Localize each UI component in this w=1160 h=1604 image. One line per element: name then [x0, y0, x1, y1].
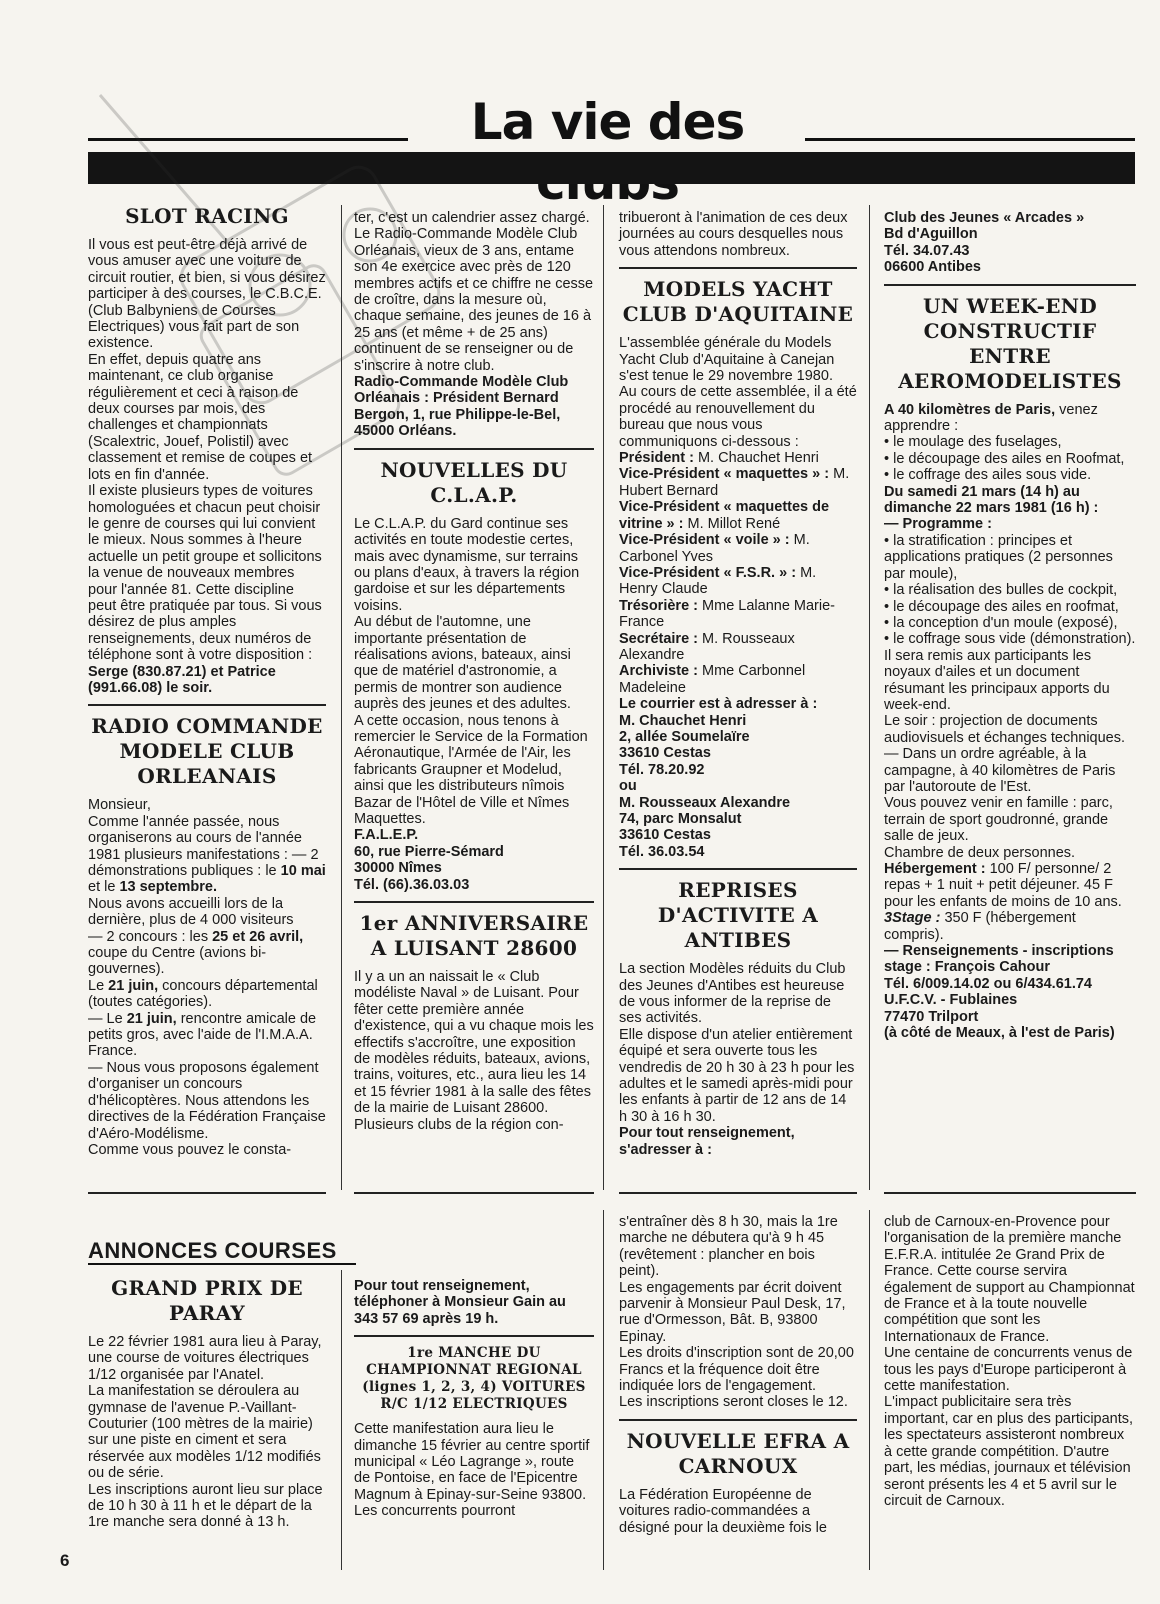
paragraph: En effet, depuis quatre ans maintenant, ce club organise régulièrement et ceci à raison de deux courses par mois, des challenges et championnats (Scalextric, Jouef, Polistil) avec classement et remise de coupes et lots en fin d'année. [88, 351, 313, 483]
column-4 [884, 210, 1136, 1041]
section-rule [354, 448, 594, 450]
contact-phones: Serge (830.87.21) et Patrice (991.66.08) le soir. [88, 663, 276, 696]
paragraph: Les inscriptions auront lieu sur place de 10 h 30 à 11 h et le départ de la 1re manche sera donné à 13 h. [88, 1481, 323, 1531]
text: Comme l'année passée, nous organiserons au cours de l'année 1981 plusieurs manifestations : — 2 démonstrations publiques : le [88, 813, 319, 879]
paragraph: Il y a un an naissait le « Club modéliste Naval » de Luisant. Pour fêter cette première année d'existence, qui a vu chaque mois les effectifs s'accroître, une exposition de modèles réduits, bateaux, avions, trains, voitures, etc., aura lieu les 14 et 15 février 1981 à la salle des fêtes de la mairie de Luisant 28600. [354, 969, 594, 1117]
address-line: 30000 Nîmes [354, 860, 442, 877]
address-line: M. Chauchet Henri [619, 712, 747, 729]
paragraph: Comme vous pouvez le consta- [88, 1141, 292, 1158]
paragraph: Le C.L.A.P. du Gard continue ses activités en toute modestie certes, mais avec dynamisme, sur terrains ou plans d'eaux, à travers la région gardoise et sur les départements voisins. [354, 515, 580, 614]
paragraph: Au cours de cette assemblée, il a été procédé au renouvellement du bureau que nous vous communiquons ci-dessous : [619, 384, 857, 450]
board-member-name: M. Millot René [687, 515, 781, 532]
bottom-column-2 [354, 1278, 594, 1520]
article-title-grand-prix-paray: GRAND PRIX DE PARAY [111, 1276, 303, 1325]
address-line: 77470 Trilport [884, 1008, 979, 1025]
page-number: 6 [60, 1551, 70, 1570]
section-rule [884, 284, 1136, 286]
paragraph: Chambre de deux personnes. [884, 844, 1076, 861]
club-address: Radio-Commande Modèle Club Orléanais : Président Bernard Bergon, 1, rue Philippe-le-Bel, 45000 Orléans. [354, 374, 569, 440]
paragraph: L'assemblée générale du Models Yacht Club d'Aquitaine à Canejan s'est tenue le 29 novembre 1980. [619, 335, 835, 385]
section-heading-annonces-courses: ANNONCES COURSES [88, 1238, 337, 1263]
text: rencontre amicale de petits gros, avec l'aide de l'I.M.A.A. France. [88, 1010, 317, 1060]
board-members-list [619, 450, 857, 696]
paragraph [88, 1011, 326, 1060]
paragraph: Elle dispose d'un atelier entièrement équipé et sera ouverte tous les vendredis de 20 h 30 à 23 h pour les adultes et le samedi après-midi pour les enfants à partir de 12 ans de 14 h 30 à 16 h 30. [619, 1026, 855, 1125]
address-line: Tél. 78.20.92 [619, 761, 705, 778]
board-role: Président : [619, 450, 694, 467]
board-role: Vice-Président « voile » : [619, 532, 790, 549]
board-member-name: Mme Carbonnel Madeleine [619, 663, 806, 696]
paragraph: Le 22 février 1981 aura lieu à Paray, une course de voitures électriques 1/12 organisée par l'Anatel. [88, 1334, 322, 1383]
text: Le [88, 977, 105, 994]
paragraph: Les inscriptions seront closes le 12. [619, 1394, 848, 1411]
board-member [619, 598, 857, 631]
board-member-name: M. Rousseaux Alexandre [619, 630, 795, 663]
board-role: Vice-Président « maquettes » : [619, 466, 830, 483]
board-role: Archiviste : [619, 663, 698, 680]
list-item: • le moulage des fuselages, [884, 434, 1062, 451]
paragraph [884, 861, 1136, 910]
address-line: 60, rue Pierre-Sémard [354, 843, 504, 860]
or-separator: ou [619, 778, 637, 795]
paragraph: Vous pouvez venir en famille : parc, terrain de sport goudronné, grande salle de jeux. [884, 795, 1113, 845]
date: 10 mai [280, 863, 326, 879]
date: 13 septembre. [119, 879, 217, 896]
list-item: • la conception d'un moule (exposé), [884, 614, 1118, 631]
column-divider [603, 205, 604, 1190]
text: 100 F/ personne/ 2 repas + 1 nuit + petit déjeuner. 45 F pour les enfants de moins de 10 ans. [884, 861, 1122, 910]
board-role: Secrétaire : [619, 630, 698, 647]
paragraph: L'impact publicitaire sera très important, car en plus des participants, les spectateurs assisteront nombreux à cette grande compétition. D'autre part, les médias, journaux et télévision seront présents les 4 et 5 avril sur le circuit de Carnoux. [884, 1394, 1134, 1509]
paragraph: Monsieur, [88, 797, 151, 814]
paragraph: Pour tout renseignement, s'adresser à : [619, 1125, 795, 1158]
address-line: 06600 Antibes [884, 259, 981, 276]
address-line: 74, parc Monsalut [619, 811, 742, 827]
header-rule-right [805, 138, 1135, 141]
board-member [619, 466, 857, 499]
paragraph: Nous avons accueilli lors de la dernière, plus de 4 000 visiteurs [88, 895, 294, 929]
paragraph: s'entraîner dès 8 h 30, mais la 1re marche ne débutera qu'à 9 h 45 (revêtement : plancher en bois peint). [619, 1214, 838, 1280]
address-line: M. Rousseaux Alexandre [619, 794, 791, 811]
paragraph: Le soir : projection de documents audiovisuels et échanges techniques. [884, 713, 1126, 746]
board-role: Trésorière : [619, 597, 698, 614]
column-divider [341, 1270, 342, 1570]
column-1 [88, 200, 326, 1158]
paragraph: tribueront à l'animation de ces deux journées au cours desquelles nous vous attendons nombreux. [619, 210, 848, 259]
address-line: F.A.L.E.P. [354, 827, 419, 844]
paragraph: A cette occasion, nous tenons à remercier le Service de la Formation Aéronautique, l'Armée de l'Air, les fabricants Graupner et Modelud, ainsi que les distributeurs nîmois Bazar de l'Hôtel de Ville et Nîmes Maquettes. [354, 712, 588, 827]
section-rule [619, 868, 857, 870]
address-line: Tél. 34.07.43 [884, 242, 970, 259]
paragraph-text: Il existe plusieurs types de voitures homologuées et chacun peut choisir le genre de courses qui lui convient le mieux. Nous sommes à l'heure actuelle un petit groupe et sollicitons la venue de nouveaux membres pour l'année 81. Cette discipline peut être pratiquée par tous. Si vous désirez de plus amples renseignements, deux numéros de téléphone sont à votre disposition : [88, 483, 322, 664]
text: — 2 concours : les [88, 928, 209, 945]
column-2 [354, 210, 594, 1133]
paragraph [884, 910, 1136, 943]
address-line: Bd d'Aguillon [884, 226, 978, 243]
address-line: Tél. 36.03.54 [619, 843, 705, 860]
list-item: • la réalisation des bulles de cockpit, [884, 582, 1118, 599]
paragraph [88, 978, 326, 1011]
paragraph: La Fédération Européenne de voitures radio-commandées a désigné pour la deuxième fois le [619, 1486, 827, 1536]
article-title-slot-racing: SLOT RACING [125, 204, 289, 228]
paragraph: club de Carnoux-en-Provence pour l'organisation de la première manche E.F.R.A. intitulée 2e Grand Prix de France. Cette course servira également de support au Championnat de France et à la toute nouvelle compétition que sont les Internationaux de France. [884, 1214, 1135, 1345]
paragraph: Les concurrents pourront [354, 1503, 516, 1520]
paragraph: La section Modèles réduits du Club des Jeunes d'Antibes est heureuse de vous informer de la reprise de ses activités. [619, 961, 846, 1027]
text: coupe du Centre (avions bi-gouvernes). [88, 945, 267, 978]
text: 3Stage : [884, 910, 941, 927]
contact-phone: Tél. 6/009.14.02 ou 6/434.61.74 [884, 975, 1092, 992]
column-divider [869, 1210, 870, 1570]
section-rule [619, 1419, 857, 1421]
paragraph: Une centaine de concurrents venus de tous les pays d'Europe participeront à cette manifestation. [884, 1345, 1133, 1395]
date: 21 juin, [126, 1010, 177, 1027]
column-divider [341, 205, 342, 1190]
header-band [88, 152, 1135, 184]
paragraph: Cette manifestation aura lieu le dimanche 15 février au centre sportif municipal « Léo Lagrange », route de Pontoise, en face de l'Epicentre Magnum à Epinay-sur-Seine 93800. [354, 1421, 590, 1503]
board-member-name: M. Hubert Bernard [619, 466, 850, 499]
date: 25 et 26 avril, [212, 928, 304, 945]
paragraph: Au début de l'automne, une importante présentation de réalisations avions, bateaux, ainsi que de matériel d'astronomie, a permis de montrer son audience auprès des jeunes et des adultes. [354, 614, 571, 713]
list-item: • le découpage des ailes en roofmat, [884, 598, 1119, 615]
paragraph: Il vous est peut-être déjà arrivé de vous amuser avec une voiture de circuit routier, et bien, si vous désirez participer à des courses, le C.B.C.E. (Club Balbyniens de Courses Electriques) vous fait part de son existence. [88, 237, 326, 352]
article-title-luisant: 1er ANNIVERSAIRE A LUISANT 28600 [359, 911, 589, 961]
article-title-models-yacht-club: MODELS YACHT CLUB D'AQUITAINE [622, 277, 854, 327]
masthead-title: La vie des [470, 93, 745, 151]
address-line: 33610 Cestas [619, 745, 711, 762]
text: 350 F (hébergement compris). [884, 910, 1076, 943]
text: Hébergement : [884, 861, 986, 877]
board-member [619, 499, 857, 532]
board-member-name: M. Chauchet Henri [697, 450, 819, 467]
text: concours départemental (toutes catégories). [88, 977, 318, 1011]
paragraph [884, 402, 1136, 435]
board-member-name: Mme Lalanne Marie-France [619, 597, 836, 631]
paragraph: Les engagements par écrit doivent parvenir à Monsieur Paul Desk, 17, rue d'Ormesson, Bât. B, 93800 Epinay. [619, 1279, 846, 1345]
paragraph: Pour tout renseignement, téléphoner à Monsieur Gain au 343 57 69 après 19 h. [354, 1278, 566, 1327]
paragraph: — Dans un ordre agréable, à la campagne, à 40 kilomètres de Paris par l'autoroute de l'Est. [884, 746, 1116, 795]
section-rule [354, 1335, 594, 1337]
text: et le [88, 879, 116, 896]
section-rule [619, 1192, 857, 1194]
paragraph: Plusieurs clubs de la région con- [354, 1116, 564, 1133]
contact-info: — Renseignements - inscriptions stage : François Cahour [884, 943, 1114, 976]
program-heading: — Programme : [884, 516, 992, 533]
paragraph [88, 483, 326, 696]
paragraph: Le Radio-Commande Modèle Club Orléanais, vieux de 3 ans, entame son 4e exercice avec près de 120 membres actifs et ce chiffre ne cesse de croître, dans la mesure où, chaque semaine, des jeunes de 16 à 25 ans (et même + de 25 ans) continuent de se renseigner ou de s'inscrire à notre club. [354, 226, 594, 374]
paragraph: Les droits d'inscription sont de 20,00 Francs et la fréquence doit être indiquée lors de l'engagement. [619, 1345, 854, 1395]
board-member [619, 532, 857, 565]
column-divider [603, 1210, 604, 1570]
column-3 [619, 210, 857, 1158]
address-line: 2, allée Soumelaïre [619, 728, 750, 745]
address-line: Tél. (66).36.03.03 [354, 876, 470, 893]
event-dates: Du samedi 21 mars (14 h) au dimanche 22 mars 1981 (16 h) : [884, 483, 1099, 517]
board-member [619, 450, 857, 466]
header-rule-left [88, 138, 408, 141]
address-line: U.F.C.V. - Fublaines [884, 992, 1018, 1009]
list-item: • le coffrage sous vide (démonstration). [884, 631, 1136, 648]
paragraph: Il sera remis aux participants les noyaux d'ailes et un document résumant les principaux apports du week-end. [884, 647, 1110, 713]
bottom-column-1 [88, 1272, 326, 1531]
address-line: (à côté de Meaux, à l'est de Paris) [884, 1025, 1115, 1042]
section-rule [354, 901, 594, 903]
column-divider [869, 205, 870, 1190]
section-rule [88, 1192, 326, 1194]
section-rule [88, 1263, 356, 1265]
text: A 40 kilomètres de Paris, [884, 401, 1056, 418]
list-item: • le découpage des ailes en Roofmat, [884, 450, 1125, 467]
paragraph: ter, c'est un calendrier assez chargé. [354, 210, 590, 226]
article-title-championnat-regional: 1re MANCHE DU CHAMPIONNAT REGIONAL (lignes 1, 2, 3, 4) VOITURES R/C 1/12 ELECTRIQUES [362, 1345, 586, 1413]
bottom-column-3 [619, 1214, 857, 1536]
list-item: • le coffrage des ailes sous vide. [884, 467, 1092, 484]
article-title-radio-commande: RADIO COMMANDE MODELE CLUB ORLEANAIS [91, 714, 323, 789]
section-rule [884, 1192, 1136, 1194]
section-rule [619, 267, 857, 269]
paragraph [88, 814, 326, 896]
mail-instruction: Le courrier est à adresser à : [619, 696, 818, 713]
article-title-clap: NOUVELLES DU C.L.A.P. [380, 457, 568, 507]
board-role: Vice-Président « F.S.R. » : [619, 564, 797, 581]
date: 21 juin, [108, 977, 159, 994]
board-member-name: M. Henry Claude [619, 564, 817, 598]
paragraph: — Nous vous proposons également d'organiser un concours d'hélicoptères. Nous attendons les directives de la Fédération Française d'Aéro-Modélisme. [88, 1059, 326, 1142]
list-item: • la stratification : principes et applications pratiques (2 personnes par moule), [884, 532, 1113, 582]
board-member [619, 663, 857, 696]
board-member-name: M. Carbonel Yves [619, 532, 810, 565]
section-rule [354, 1192, 594, 1194]
board-member [619, 631, 857, 664]
address-line: Club des Jeunes « Arcades » [884, 210, 1085, 226]
bottom-column-4 [884, 1214, 1136, 1509]
board-member [619, 565, 857, 598]
paragraph: La manifestation se déroulera au gymnase de l'avenue P.-Vaillant-Couturier (100 mètres de la mairie) sur une piste en ciment et sera réservée aux modèles 1/12 modifiés ou de série. [88, 1383, 321, 1482]
section-rule [88, 704, 326, 706]
article-title-week-end: UN WEEK-END CONSTRUCTIF ENTRE AEROMODELISTES [898, 293, 1122, 393]
paragraph [88, 929, 326, 978]
article-title-efra-carnoux: NOUVELLE EFRA A CARNOUX [626, 1428, 850, 1478]
article-title-antibes: REPRISES D'ACTIVITE A ANTIBES [657, 878, 819, 953]
board-role: Vice-Président « maquettes de vitrine » : [619, 499, 830, 532]
text: venez apprendre : [884, 401, 1098, 435]
address-line: 33610 Cestas [619, 827, 711, 844]
text: — Le [88, 1010, 123, 1027]
